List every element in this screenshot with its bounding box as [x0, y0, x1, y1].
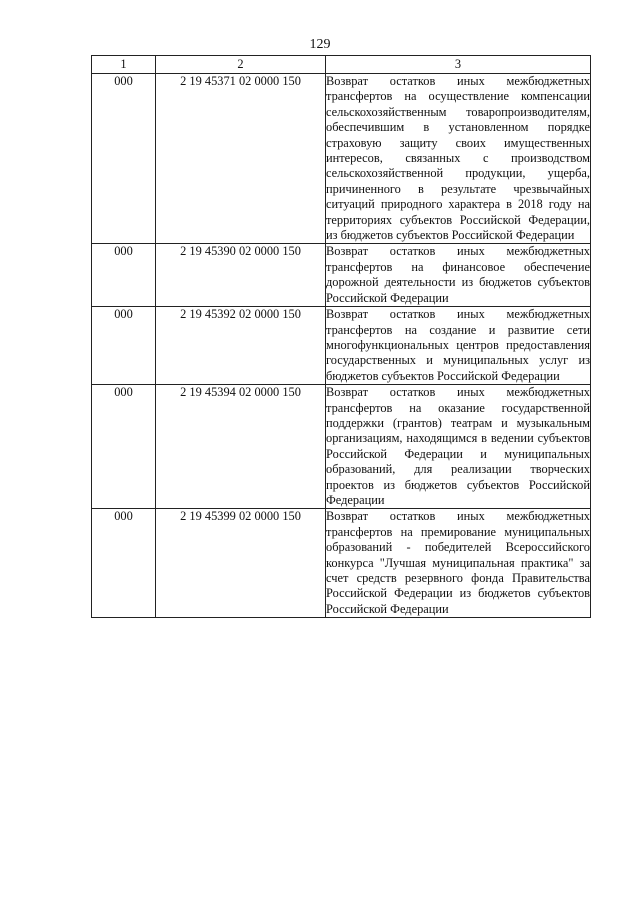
- administrator-code-cell: 000: [92, 74, 156, 244]
- page-number: 129: [309, 37, 331, 52]
- administrator-code-cell: 000: [92, 509, 156, 618]
- administrator-code-cell: 000: [92, 385, 156, 509]
- budget-code-cell: 2 19 45399 02 0000 150: [156, 509, 326, 618]
- budget-code-cell: 2 19 45390 02 0000 150: [156, 244, 326, 307]
- income-name-cell: Возврат остатков иных межбюджетных трансфертов на осуществление компенсации сельскохозяйственным товаропроизводителям, обеспечившим в установленном порядке страховую защиту своих имущественных интересов, связанных с производством сельскохозяйственной продукции, ущерба, причиненного в результате чрезвычайных ситуаций природного характера в 2018 году на территориях субъектов Российской Федерации, из бюджетов субъектов Российской Федерации: [326, 74, 590, 243]
- column-header-1: 1: [92, 56, 156, 74]
- table-row: [92, 307, 591, 385]
- income-name-cell: Возврат остатков иных межбюджетных трансфертов на премирование муниципальных образований - победителей Всероссийского конкурса "Лучшая муниципальная практика" за счет средств резервного фонда Правительства Российской Федерации из бюджетов субъектов Российской Федерации: [326, 509, 590, 616]
- budget-code-cell: 2 19 45394 02 0000 150: [156, 385, 326, 509]
- table-row: [92, 74, 591, 244]
- table-row: [92, 385, 591, 509]
- income-name-cell: Возврат остатков иных межбюджетных трансфертов на оказание государственной поддержки (грантов) театрам и музыкальным организациям, находящимся в ведении субъектов Российской Федерации и муниципальных образований, для реализации творческих проектов из бюджетов субъектов Российской Федерации: [326, 385, 590, 507]
- income-name-cell: Возврат остатков иных межбюджетных трансфертов на финансовое обеспечение дорожной деятельности из бюджетов субъектов Российской Федерации: [326, 244, 590, 305]
- table-row: [92, 244, 591, 307]
- column-header-3: 3: [326, 56, 591, 74]
- table-header-row: [92, 56, 591, 74]
- administrator-code-cell: 000: [92, 244, 156, 307]
- budget-codes-table: [91, 55, 591, 618]
- income-name-cell: Возврат остатков иных межбюджетных трансфертов на создание и развитие сети многофункциональных центров предоставления государственных и муниципальных услуг из бюджетов субъектов Российской Федерации: [326, 307, 590, 383]
- column-header-2: 2: [156, 56, 326, 74]
- table-row: [92, 509, 591, 618]
- budget-code-cell: 2 19 45392 02 0000 150: [156, 307, 326, 385]
- administrator-code-cell: 000: [92, 307, 156, 385]
- budget-code-cell: 2 19 45371 02 0000 150: [156, 74, 326, 244]
